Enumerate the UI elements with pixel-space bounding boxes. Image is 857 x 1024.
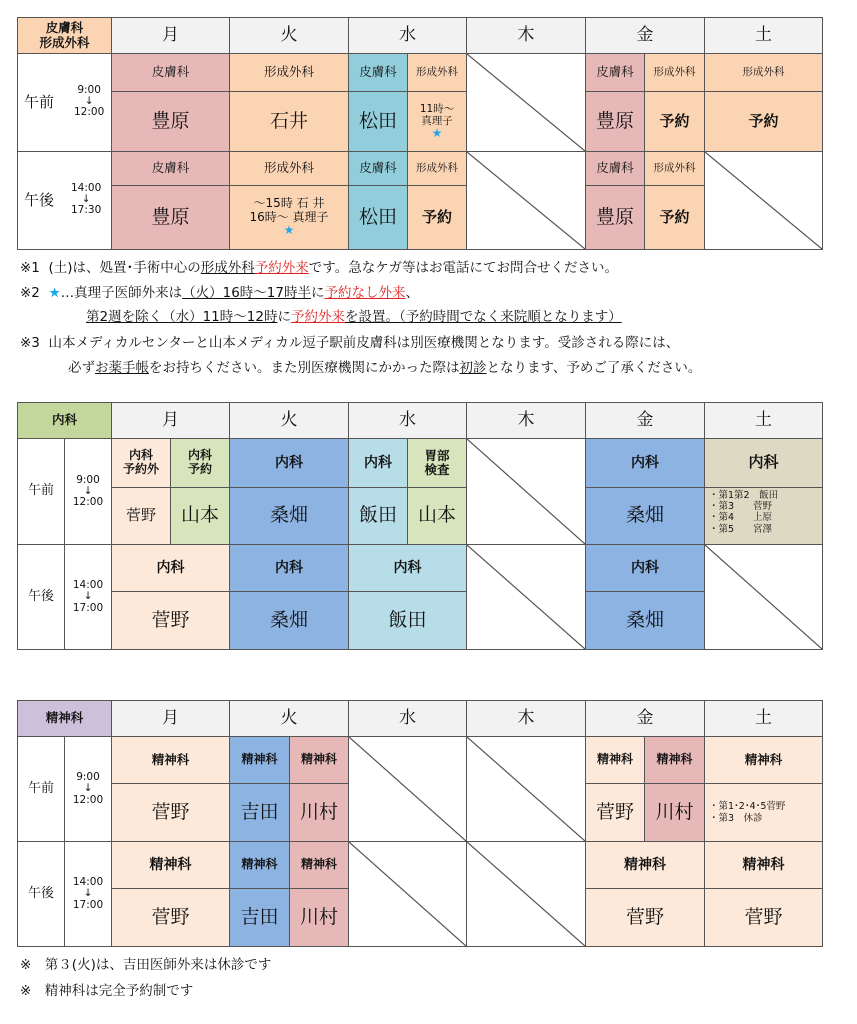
derm-pm-wed-doctor: 松田 xyxy=(348,185,408,250)
pm-hours: 14:00 ↓ 17:00 xyxy=(64,841,112,947)
derm-schedule-table xyxy=(17,17,823,250)
pm-label: 午後 xyxy=(24,191,55,209)
pm-hours: 14:00 ↓ 17:00 xyxy=(64,544,112,650)
naika-pm-sat-closed xyxy=(704,544,823,650)
day-header-tue: 火 xyxy=(229,700,349,737)
psych-note-1: ※ 第３(火)は、吉田医師外来は休診です xyxy=(20,957,272,973)
psych-pm-tue-doctor-a: 吉田 xyxy=(229,888,290,947)
derm-pm-mon-doctor: 豊原 xyxy=(111,185,230,250)
naika-am-wed-doctor-a: 飯田 xyxy=(348,487,408,545)
psych-am-tue-doctor-b: 川村 xyxy=(289,783,349,842)
psych-pm-sat-doctor: 菅野 xyxy=(704,888,823,947)
derm-am-wed-label-a: 皮膚科 xyxy=(348,53,408,92)
day-header-tue: 火 xyxy=(229,402,349,439)
derm-am-tue-label: 形成外科 xyxy=(229,53,349,92)
psych-note-2: ※ 精神科は完全予約制です xyxy=(20,983,194,999)
naika-dept-header: 内科 xyxy=(17,402,112,439)
day-header-sat: 土 xyxy=(704,700,823,737)
psych-am-fri-label-a: 精神科 xyxy=(585,736,645,784)
pm-row-label: 午後 xyxy=(17,544,65,650)
day-header-thu: 木 xyxy=(466,17,586,54)
pm-row-label xyxy=(17,151,112,250)
psych-am-tue-label-a: 精神科 xyxy=(229,736,290,784)
psych-pm-fri-doctor: 菅野 xyxy=(585,888,705,947)
day-header-tue: 火 xyxy=(229,17,349,54)
am-hours: 9:00 ↓ 12:00 xyxy=(64,438,112,545)
psych-pm-tue-label-b: 精神科 xyxy=(289,841,349,889)
day-header-mon: 月 xyxy=(111,17,230,54)
derm-note-3b: 必ずお薬手帳をお持ちください。また別医療機関にかかった際は初診となります、予めご了承ください。 xyxy=(68,360,702,376)
derm-pm-thu-closed xyxy=(466,151,586,250)
psych-pm-thu-closed xyxy=(466,841,586,947)
derm-pm-fri-doctor: 豊原 xyxy=(585,185,645,250)
derm-note-2: ※2 ★…真理子医師外来は（火）16時～17時半に予約なし外来、 xyxy=(20,285,419,301)
psych-am-fri-doctor-b: 川村 xyxy=(644,783,705,842)
am-row-label: 午前 xyxy=(17,438,65,545)
am-label: 午前 xyxy=(24,93,55,111)
star-icon: ★ xyxy=(283,223,295,238)
day-header-thu: 木 xyxy=(466,402,586,439)
am-row-label: 午前 xyxy=(17,736,65,842)
psych-am-fri-doctor-a: 菅野 xyxy=(585,783,645,842)
naika-am-wed-doctor-b: 山本 xyxy=(407,487,467,545)
derm-pm-wed-label-a: 皮膚科 xyxy=(348,151,408,186)
naika-am-mon-doctor-a: 菅野 xyxy=(111,487,171,545)
day-header-fri: 金 xyxy=(585,700,705,737)
naika-pm-mon-doctor: 菅野 xyxy=(111,591,230,650)
derm-am-wed-label-b: 形成外科 xyxy=(407,53,467,92)
psych-pm-wed-closed xyxy=(348,841,467,947)
naika-pm-wed-doctor: 飯田 xyxy=(348,591,467,650)
derm-pm-wed-yoyaku: 予約 xyxy=(407,185,467,250)
day-header-sat: 土 xyxy=(704,17,823,54)
star-icon: ★ xyxy=(48,285,61,301)
derm-pm-mon-label: 皮膚科 xyxy=(111,151,230,186)
naika-am-mon-label-a: 内科 予約外 xyxy=(111,438,171,488)
day-header-wed: 水 xyxy=(348,402,467,439)
psych-pm-sat-label: 精神科 xyxy=(704,841,823,889)
day-header-mon: 月 xyxy=(111,700,230,737)
day-header-fri: 金 xyxy=(585,402,705,439)
day-header-wed: 水 xyxy=(348,700,467,737)
naika-am-mon-doctor-b: 山本 xyxy=(170,487,230,545)
pm-hours: 14:00 ↓ 17:30 xyxy=(71,182,102,217)
derm-am-mon-label: 皮膚科 xyxy=(111,53,230,92)
derm-note-1: ※1 (土)は、処置･手術中心の形成外科予約外来です。急なケガ等はお電話にてお問合せください。 xyxy=(20,260,618,276)
day-header-wed: 水 xyxy=(348,17,467,54)
psych-am-wed-closed xyxy=(348,736,467,842)
naika-schedule-table xyxy=(17,402,823,650)
derm-am-sat-label: 形成外科 xyxy=(704,53,823,92)
derm-am-tue-doctor: 石井 xyxy=(229,91,349,152)
psych-am-thu-closed xyxy=(466,736,586,842)
am-hours: 9:00 ↓ 12:00 xyxy=(74,84,105,119)
psych-dept-header: 精神科 xyxy=(17,700,112,737)
day-header-fri: 金 xyxy=(585,17,705,54)
derm-pm-wed-label-b: 形成外科 xyxy=(407,151,467,186)
psych-pm-tue-doctor-b: 川村 xyxy=(289,888,349,947)
naika-pm-tue-doctor: 桑畑 xyxy=(229,591,349,650)
derm-am-sat-yoyaku: 予約 xyxy=(704,91,823,152)
naika-pm-fri-label: 内科 xyxy=(585,544,705,592)
star-icon: ★ xyxy=(431,125,443,140)
naika-am-thu-closed xyxy=(466,438,586,545)
derm-am-thu-closed xyxy=(466,53,586,152)
day-header-sat: 土 xyxy=(704,402,823,439)
naika-am-fri-label: 内科 xyxy=(585,438,705,488)
derm-note-3: ※3 山本メディカルセンターと山本メディカル逗子駅前皮膚科は別医療機関となります。受診される際には、 xyxy=(20,335,680,351)
derm-am-fri-doctor: 豊原 xyxy=(585,91,645,152)
naika-am-mon-label-b: 内科 予約 xyxy=(170,438,230,488)
psych-pm-tue-label-a: 精神科 xyxy=(229,841,290,889)
naika-am-wed-label-a: 内科 xyxy=(348,438,408,488)
psych-pm-mon-label: 精神科 xyxy=(111,841,230,889)
psych-pm-fri-label: 精神科 xyxy=(585,841,705,889)
psych-pm-mon-doctor: 菅野 xyxy=(111,888,230,947)
am-hours: 9:00 ↓ 12:00 xyxy=(64,736,112,842)
naika-am-wed-label-b: 胃部 検査 xyxy=(407,438,467,488)
naika-pm-mon-label: 内科 xyxy=(111,544,230,592)
derm-am-mon-doctor: 豊原 xyxy=(111,91,230,152)
psych-schedule-table xyxy=(17,700,823,947)
naika-pm-fri-doctor: 桑畑 xyxy=(585,591,705,650)
psych-am-tue-label-b: 精神科 xyxy=(289,736,349,784)
derm-pm-fri-label-b: 形成外科 xyxy=(644,151,705,186)
derm-am-wed-mariko: 11時～ 真理子 ★ xyxy=(407,91,467,152)
derm-am-fri-label-b: 形成外科 xyxy=(644,53,705,92)
naika-pm-tue-label: 内科 xyxy=(229,544,349,592)
derm-pm-tue-doctor: ～15時 石 井 16時～ 真理子 ★ xyxy=(229,185,349,250)
derm-pm-tue-label: 形成外科 xyxy=(229,151,349,186)
psych-am-sat-schedule: ・第1･2･4･5菅野 ・第3 休診 xyxy=(704,783,823,842)
psych-am-mon-doctor: 菅野 xyxy=(111,783,230,842)
naika-pm-wed-label: 内科 xyxy=(348,544,467,592)
day-header-mon: 月 xyxy=(111,402,230,439)
derm-am-fri-yoyaku: 予約 xyxy=(644,91,705,152)
pm-row-label: 午後 xyxy=(17,841,65,947)
psych-am-fri-label-b: 精神科 xyxy=(644,736,705,784)
derm-note-2b: 第2週を除く（水）11時～12時に予約外来を設置。（予約時間でなく来院順となります） xyxy=(86,309,622,325)
am-row-label xyxy=(17,53,112,152)
derm-pm-fri-yoyaku: 予約 xyxy=(644,185,705,250)
derm-dept-header: 皮膚科 形成外科 xyxy=(17,17,112,54)
naika-am-tue-label: 内科 xyxy=(229,438,349,488)
naika-am-fri-doctor: 桑畑 xyxy=(585,487,705,545)
derm-am-wed-doctor: 松田 xyxy=(348,91,408,152)
psych-am-mon-label: 精神科 xyxy=(111,736,230,784)
psych-am-sat-label: 精神科 xyxy=(704,736,823,784)
day-header-thu: 木 xyxy=(466,700,586,737)
naika-am-tue-doctor: 桑畑 xyxy=(229,487,349,545)
psych-am-tue-doctor-a: 吉田 xyxy=(229,783,290,842)
derm-pm-sat-closed xyxy=(704,151,823,250)
naika-pm-thu-closed xyxy=(466,544,586,650)
derm-pm-fri-label-a: 皮膚科 xyxy=(585,151,645,186)
derm-am-fri-label-a: 皮膚科 xyxy=(585,53,645,92)
naika-am-sat-schedule: ・第1第2 飯田 ・第3 菅野 ・第4 上原 ・第5 宮澤 xyxy=(704,487,823,545)
naika-am-sat-label: 内科 xyxy=(704,438,823,488)
